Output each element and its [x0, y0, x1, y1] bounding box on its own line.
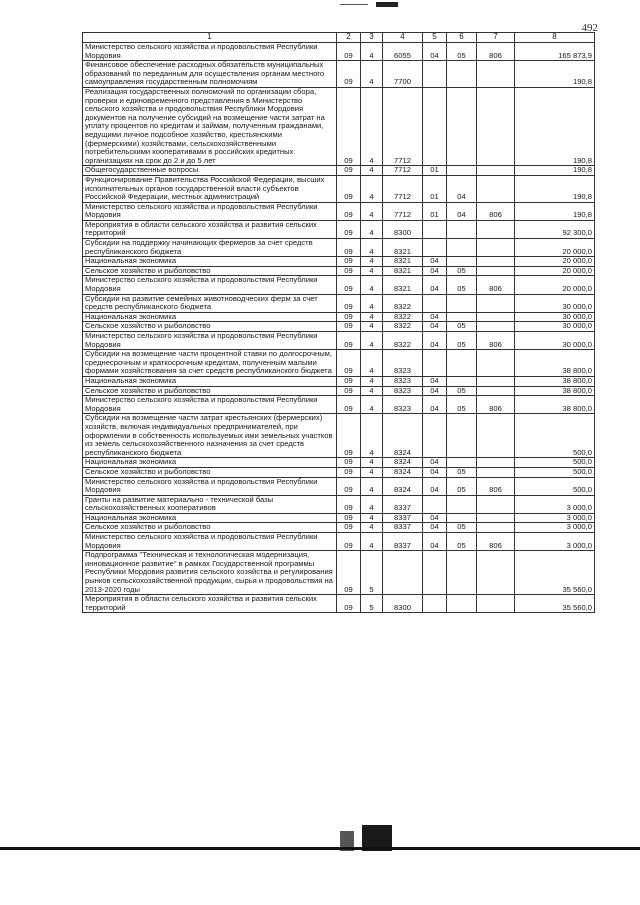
table-row	[83, 220, 595, 238]
row-col-4: 8324	[383, 477, 423, 495]
row-col-4: 7712	[383, 87, 423, 165]
row-sum: 30 000,0	[515, 322, 595, 332]
row-col-2: 09	[337, 266, 361, 276]
table-row	[83, 257, 595, 267]
row-col-4: 8321	[383, 257, 423, 267]
row-col-5	[423, 294, 447, 312]
row-sum: 38 800,0	[515, 386, 595, 396]
row-col-3: 4	[361, 414, 383, 458]
row-col-4: 8337	[383, 533, 423, 551]
row-col-7: 806	[477, 396, 515, 414]
row-col-7: 806	[477, 43, 515, 61]
row-col-7	[477, 595, 515, 613]
row-col-5	[423, 220, 447, 238]
row-col-4: 7712	[383, 166, 423, 176]
row-col-7: 806	[477, 533, 515, 551]
row-col-6	[447, 87, 477, 165]
row-col-5: 04	[423, 386, 447, 396]
row-col-4: 8322	[383, 322, 423, 332]
row-col-4: 8324	[383, 414, 423, 458]
header-col-3: 3	[361, 33, 383, 43]
header-col-8: 8	[515, 33, 595, 43]
row-name: Общегосударственные вопросы	[83, 166, 337, 176]
row-sum: 165 873,9	[515, 43, 595, 61]
row-sum: 190,8	[515, 61, 595, 88]
row-col-3: 4	[361, 477, 383, 495]
table-row	[83, 513, 595, 523]
row-col-6	[447, 414, 477, 458]
row-name: Субсидии на развитие семейных животноводческих ферм за счет средств республиканского бюджета	[83, 294, 337, 312]
row-col-3: 4	[361, 87, 383, 165]
row-col-2: 09	[337, 61, 361, 88]
table-row	[83, 350, 595, 377]
row-name: Сельское хозяйство и рыболовство	[83, 266, 337, 276]
budget-table	[82, 32, 595, 613]
row-col-6	[447, 458, 477, 468]
table-row	[83, 166, 595, 176]
table-row	[83, 312, 595, 322]
row-name: Национальная экономика	[83, 513, 337, 523]
row-name: Министерство сельского хозяйства и продовольствия Республики Мордовия	[83, 533, 337, 551]
table-row	[83, 61, 595, 88]
scan-mark-block	[376, 2, 398, 7]
row-name: Национальная экономика	[83, 312, 337, 322]
scan-mark-top	[340, 2, 410, 8]
row-col-5	[423, 551, 447, 595]
row-col-6: 04	[447, 202, 477, 220]
row-col-3: 4	[361, 513, 383, 523]
row-col-6	[447, 350, 477, 377]
row-name: Функционирование Правительства Российской Федерации, высших исполнительных органов государственной власти субъектов Российской Федерации, местных администраций	[83, 175, 337, 202]
table-row	[83, 276, 595, 294]
row-col-4: 6055	[383, 43, 423, 61]
row-col-5: 04	[423, 458, 447, 468]
row-name: Сельское хозяйство и рыболовство	[83, 523, 337, 533]
row-col-4: 8337	[383, 513, 423, 523]
row-col-5: 04	[423, 523, 447, 533]
row-col-5	[423, 61, 447, 88]
row-col-6	[447, 257, 477, 267]
row-col-4: 8321	[383, 266, 423, 276]
row-col-3: 4	[361, 396, 383, 414]
row-col-4: 7712	[383, 175, 423, 202]
row-col-2: 09	[337, 276, 361, 294]
row-col-2: 09	[337, 175, 361, 202]
row-col-7	[477, 239, 515, 257]
row-name: Финансовое обеспечение расходных обязательств муниципальных образований по переданным для осуществления органам местного самоуправления государственным полномочиям	[83, 61, 337, 88]
row-name: Подпрограмма "Техническая и технологическая модернизация, инновационное развитие" в рамках Государственной программы Республики Мордовия развития сельского хозяйства и регулирования рынков сельскохозяйственной продукции, сырья и продовольствия на 2013-2020 годы	[83, 551, 337, 595]
row-col-5: 04	[423, 266, 447, 276]
row-sum: 20 000,0	[515, 276, 595, 294]
row-col-3: 4	[361, 61, 383, 88]
row-col-6	[447, 513, 477, 523]
table-row	[83, 376, 595, 386]
table-row	[83, 396, 595, 414]
row-sum: 30 000,0	[515, 332, 595, 350]
row-col-4: 8323	[383, 376, 423, 386]
row-sum: 20 000,0	[515, 257, 595, 267]
row-col-6	[447, 495, 477, 513]
row-col-7	[477, 523, 515, 533]
table-body	[83, 43, 595, 613]
row-col-3: 4	[361, 43, 383, 61]
row-col-4: 8324	[383, 467, 423, 477]
row-sum: 20 000,0	[515, 239, 595, 257]
row-sum: 190,8	[515, 202, 595, 220]
row-col-3: 4	[361, 376, 383, 386]
table-row	[83, 533, 595, 551]
row-name: Национальная экономика	[83, 458, 337, 468]
row-col-7: 806	[477, 276, 515, 294]
row-col-2: 09	[337, 87, 361, 165]
row-col-6	[447, 551, 477, 595]
row-col-3: 4	[361, 322, 383, 332]
page-number: 492	[581, 22, 598, 34]
row-sum: 500,0	[515, 414, 595, 458]
row-col-5: 04	[423, 43, 447, 61]
row-sum: 38 800,0	[515, 396, 595, 414]
table-header	[83, 33, 595, 43]
row-name: Министерство сельского хозяйства и продовольствия Республики Мордовия	[83, 332, 337, 350]
table-row	[83, 294, 595, 312]
page-edge-line	[0, 847, 640, 850]
row-col-5	[423, 350, 447, 377]
row-col-7	[477, 513, 515, 523]
table-row	[83, 495, 595, 513]
row-col-5	[423, 87, 447, 165]
row-col-7	[477, 551, 515, 595]
row-col-3: 4	[361, 332, 383, 350]
row-col-5	[423, 495, 447, 513]
table-row	[83, 175, 595, 202]
row-col-6: 04	[447, 175, 477, 202]
row-name: Министерство сельского хозяйства и продовольствия Республики Мордовия	[83, 43, 337, 61]
row-col-2: 09	[337, 376, 361, 386]
row-col-6	[447, 595, 477, 613]
row-col-6	[447, 166, 477, 176]
row-sum: 3 000,0	[515, 523, 595, 533]
row-col-7	[477, 294, 515, 312]
row-col-6: 05	[447, 533, 477, 551]
row-col-5: 04	[423, 396, 447, 414]
row-col-7: 806	[477, 477, 515, 495]
row-col-7	[477, 220, 515, 238]
table-row	[83, 239, 595, 257]
header-col-5: 5	[423, 33, 447, 43]
row-sum: 30 000,0	[515, 312, 595, 322]
row-col-2: 09	[337, 202, 361, 220]
table-row	[83, 595, 595, 613]
row-col-6: 05	[447, 386, 477, 396]
row-sum: 30 000,0	[515, 294, 595, 312]
row-col-7	[477, 175, 515, 202]
table-row	[83, 467, 595, 477]
row-col-2: 09	[337, 551, 361, 595]
row-col-6	[447, 294, 477, 312]
row-name: Субсидии на возмещение части затрат крестьянских (фермерских) хозяйств, включая индивидуальных предпринимателей, при оформлении в собственность используемых ими земельных участков из земель сельскохозяйственного назначения за счет средств республиканского бюджета	[83, 414, 337, 458]
row-col-6	[447, 312, 477, 322]
row-name: Министерство сельского хозяйства и продовольствия Республики Мордовия	[83, 477, 337, 495]
row-col-3: 4	[361, 523, 383, 533]
row-col-4: 8322	[383, 312, 423, 322]
row-col-5: 01	[423, 175, 447, 202]
row-col-2: 09	[337, 332, 361, 350]
row-col-2: 09	[337, 533, 361, 551]
row-col-3: 4	[361, 257, 383, 267]
row-name: Реализация государственных полномочий по организации сбора, проверки и единовременного представления в Министерство сельского хозяйства и продовольствия Республики Мордовия документов на получение субсидий на возмещение части затрат на уплату процентов по кредитам и займам, полученным гражданами, ведущими личное подсобное хозяйство, крестьянскими (фермерскими) хозяйствами, сельскохозяйственными потребительскими кооперативами в российских кредитных организациях на срок до 2 и до 5 лет	[83, 87, 337, 165]
row-col-2: 09	[337, 322, 361, 332]
row-col-4: 8323	[383, 396, 423, 414]
row-col-2: 09	[337, 294, 361, 312]
row-col-5: 04	[423, 376, 447, 386]
row-col-2: 09	[337, 239, 361, 257]
row-name: Сельское хозяйство и рыболовство	[83, 322, 337, 332]
row-col-5: 04	[423, 467, 447, 477]
row-name: Национальная экономика	[83, 376, 337, 386]
row-col-3: 4	[361, 533, 383, 551]
row-col-5: 04	[423, 513, 447, 523]
row-name: Министерство сельского хозяйства и продовольствия Республики Мордовия	[83, 396, 337, 414]
row-col-6: 05	[447, 396, 477, 414]
row-name: Сельское хозяйство и рыболовство	[83, 467, 337, 477]
row-col-5: 04	[423, 332, 447, 350]
row-col-2: 09	[337, 43, 361, 61]
row-sum: 190,8	[515, 175, 595, 202]
row-col-2: 09	[337, 523, 361, 533]
row-col-3: 4	[361, 175, 383, 202]
row-col-3: 4	[361, 202, 383, 220]
row-sum: 38 800,0	[515, 350, 595, 377]
row-col-4: 8321	[383, 276, 423, 294]
row-name: Мероприятия в области сельского хозяйства и развития сельских территорий	[83, 595, 337, 613]
header-col-2: 2	[337, 33, 361, 43]
row-name: Субсидии на поддержку начинающих фермеров за счет средств республиканского бюджета	[83, 239, 337, 257]
row-col-3: 4	[361, 386, 383, 396]
row-col-4: 8324	[383, 458, 423, 468]
row-col-2: 09	[337, 458, 361, 468]
row-col-6	[447, 220, 477, 238]
row-col-5: 04	[423, 257, 447, 267]
row-col-4: 8323	[383, 386, 423, 396]
row-name: Национальная экономика	[83, 257, 337, 267]
row-sum: 20 000,0	[515, 266, 595, 276]
row-col-7	[477, 322, 515, 332]
row-col-4	[383, 551, 423, 595]
row-col-2: 09	[337, 386, 361, 396]
table-row	[83, 386, 595, 396]
row-sum: 3 000,0	[515, 513, 595, 523]
row-sum: 3 000,0	[515, 495, 595, 513]
row-col-4: 7712	[383, 202, 423, 220]
row-col-5: 01	[423, 166, 447, 176]
table-row	[83, 322, 595, 332]
row-sum: 500,0	[515, 467, 595, 477]
row-col-2: 09	[337, 595, 361, 613]
row-col-4: 7700	[383, 61, 423, 88]
row-col-7	[477, 350, 515, 377]
row-name: Министерство сельского хозяйства и продовольствия Республики Мордовия	[83, 202, 337, 220]
row-col-3: 4	[361, 495, 383, 513]
row-col-5: 04	[423, 312, 447, 322]
row-col-7	[477, 376, 515, 386]
row-sum: 3 000,0	[515, 533, 595, 551]
table-row	[83, 477, 595, 495]
row-col-7	[477, 61, 515, 88]
row-col-3: 5	[361, 595, 383, 613]
row-col-2: 09	[337, 220, 361, 238]
row-col-4: 8300	[383, 595, 423, 613]
row-name: Сельское хозяйство и рыболовство	[83, 386, 337, 396]
row-col-4: 8323	[383, 350, 423, 377]
row-sum: 35 560,0	[515, 551, 595, 595]
table-row	[83, 414, 595, 458]
table-row	[83, 87, 595, 165]
row-col-5: 04	[423, 322, 447, 332]
header-col-4: 4	[383, 33, 423, 43]
row-col-4: 8337	[383, 523, 423, 533]
row-col-5: 04	[423, 477, 447, 495]
row-col-3: 4	[361, 350, 383, 377]
row-col-3: 4	[361, 266, 383, 276]
header-row	[83, 33, 595, 43]
row-name: Гранты на развитие материально - технической базы сельскохозяйственных кооперативов	[83, 495, 337, 513]
scan-mark-line	[340, 4, 368, 5]
row-name: Субсидии на возмещение части процентной ставки по долгосрочным, среднесрочным и краткосрочным кредитам, полученным малыми формами хозяйствования за счет средств республиканского бюджета	[83, 350, 337, 377]
row-col-7	[477, 87, 515, 165]
row-col-2: 09	[337, 513, 361, 523]
table-row	[83, 551, 595, 595]
row-col-4: 8300	[383, 220, 423, 238]
row-col-2: 09	[337, 166, 361, 176]
row-col-7	[477, 467, 515, 477]
row-col-6: 05	[447, 266, 477, 276]
row-col-5: 04	[423, 533, 447, 551]
row-col-2: 09	[337, 414, 361, 458]
row-sum: 500,0	[515, 477, 595, 495]
row-col-2: 09	[337, 495, 361, 513]
row-col-5	[423, 414, 447, 458]
row-col-4: 8337	[383, 495, 423, 513]
row-col-6	[447, 239, 477, 257]
row-col-3: 4	[361, 294, 383, 312]
row-sum: 500,0	[515, 458, 595, 468]
row-col-7	[477, 414, 515, 458]
row-name: Министерство сельского хозяйства и продовольствия Республики Мордовия	[83, 276, 337, 294]
row-col-6: 05	[447, 477, 477, 495]
row-sum: 38 800,0	[515, 376, 595, 386]
row-col-7	[477, 458, 515, 468]
row-col-6: 05	[447, 467, 477, 477]
row-col-3: 4	[361, 220, 383, 238]
row-col-2: 09	[337, 467, 361, 477]
table-row	[83, 332, 595, 350]
row-name: Мероприятия в области сельского хозяйства и развития сельских территорий	[83, 220, 337, 238]
header-col-6: 6	[447, 33, 477, 43]
table-row	[83, 266, 595, 276]
row-sum: 35 560,0	[515, 595, 595, 613]
table-row	[83, 202, 595, 220]
row-col-7	[477, 386, 515, 396]
row-col-5: 04	[423, 276, 447, 294]
row-col-5	[423, 239, 447, 257]
row-col-7: 806	[477, 202, 515, 220]
row-col-6: 05	[447, 332, 477, 350]
table-row	[83, 523, 595, 533]
row-col-6	[447, 376, 477, 386]
row-col-2: 09	[337, 257, 361, 267]
row-col-7: 806	[477, 332, 515, 350]
header-col-7: 7	[477, 33, 515, 43]
row-sum: 92 300,0	[515, 220, 595, 238]
row-sum: 190,8	[515, 87, 595, 165]
row-col-4: 8322	[383, 294, 423, 312]
row-col-4: 8322	[383, 332, 423, 350]
row-col-5: 01	[423, 202, 447, 220]
row-col-7	[477, 495, 515, 513]
row-col-3: 4	[361, 166, 383, 176]
row-col-2: 09	[337, 477, 361, 495]
row-col-7	[477, 266, 515, 276]
row-col-3: 4	[361, 467, 383, 477]
row-col-3: 4	[361, 276, 383, 294]
row-col-3: 4	[361, 458, 383, 468]
row-col-7	[477, 257, 515, 267]
row-col-3: 4	[361, 312, 383, 322]
row-col-3: 4	[361, 239, 383, 257]
row-col-6: 05	[447, 322, 477, 332]
row-col-6: 05	[447, 43, 477, 61]
row-col-6: 05	[447, 523, 477, 533]
row-col-6: 05	[447, 276, 477, 294]
row-sum: 190,8	[515, 166, 595, 176]
row-col-6	[447, 61, 477, 88]
row-col-4: 8321	[383, 239, 423, 257]
row-col-7	[477, 312, 515, 322]
table-row	[83, 43, 595, 61]
table-row	[83, 458, 595, 468]
row-col-2: 09	[337, 312, 361, 322]
row-col-3: 5	[361, 551, 383, 595]
header-col-1: 1	[83, 33, 337, 43]
row-col-5	[423, 595, 447, 613]
row-col-2: 09	[337, 396, 361, 414]
row-col-2: 09	[337, 350, 361, 377]
row-col-7	[477, 166, 515, 176]
